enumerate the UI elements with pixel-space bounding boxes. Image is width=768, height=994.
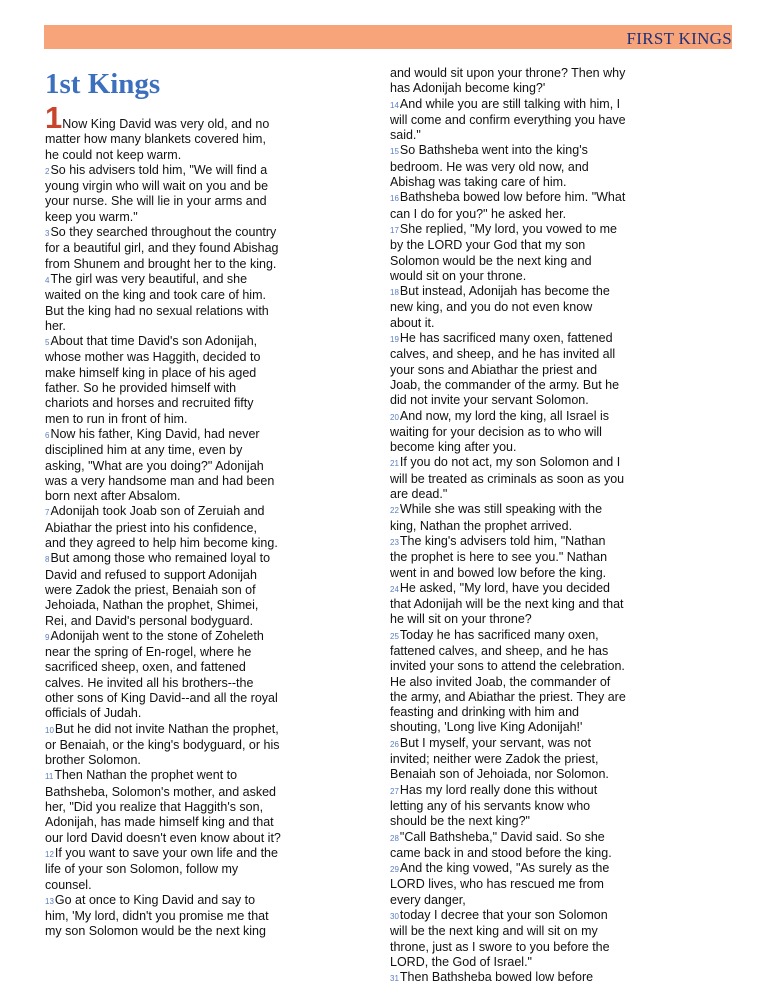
verse-text: About that time David's son Adonijah, whose mother was Haggith, decided to make himself king in place of his aged father. So he provided himself with chariots and horses and recruited fifty men to run in front of him. <box>45 334 261 426</box>
verse-text: He asked, "My lord, have you decided that Adonijah will be the next king and that he will sit on your throne? <box>390 580 624 627</box>
verse-text: So they searched throughout the country for a beautiful girl, and they found Abishag from Shunem and brought her to the king. <box>45 225 279 271</box>
verse <box>390 284 626 331</box>
verse-number: 8 <box>45 555 50 565</box>
verse-text: The king's advisers told him, "Nathan the prophet is here to see you." Nathan went in and bowed low before the king. <box>390 533 608 580</box>
verse <box>45 225 281 272</box>
chapter-opening <box>45 100 281 163</box>
verse-number: 24 <box>390 584 399 594</box>
verse <box>45 722 281 769</box>
verse <box>390 409 626 456</box>
verse <box>390 143 626 190</box>
verse-number: 10 <box>45 725 54 735</box>
verse-text: today I decree that your son Solomon will be the next king and will sit on my throne, just as I swore to you before the LORD, the God of Israel." <box>390 908 610 969</box>
verse <box>390 970 626 986</box>
verse-number: 3 <box>45 229 50 239</box>
verse-number: 9 <box>45 632 50 642</box>
verse <box>45 427 281 504</box>
verse-text: Then Nathan the prophet went to Bathsheba, Solomon's mother, and asked her, "Did you realize that Haggith's son, Adonijah, has made himself king and that our lord David doesn't even know about it? <box>45 768 281 845</box>
verse-text: But among those who remained loyal to David and refused to support Adonijah were Zadok the priest, Benaiah son of Jehoiada, Nathan the prophet, Shimei, Rei, and David's personal bodyguard. <box>45 551 271 628</box>
verse <box>45 629 281 722</box>
verse-text: She replied, "My lord, you vowed to me by the LORD your God that my son Solomon would be the next king and would sit on your throne. <box>390 221 617 283</box>
verse-text: But I myself, your servant, was not invited; neither were Zadok the priest, Benaiah son of Jehoiada, nor Solomon. <box>390 735 609 782</box>
verse-text: But he did not invite Nathan the prophet, or Benaiah, or the king's bodyguard, or his brother Solomon. <box>45 721 280 768</box>
verse-text: If you do not act, my son Solomon and I will be treated as criminals as soon as you are dead." <box>390 455 625 502</box>
verse-number: 2 <box>45 166 50 176</box>
verse <box>390 861 626 908</box>
verse-number: 19 <box>390 335 399 345</box>
verse <box>390 534 626 581</box>
verse-number: 15 <box>390 147 399 157</box>
verse <box>390 908 626 970</box>
verse <box>390 736 626 783</box>
verse <box>390 331 626 408</box>
verse <box>45 163 281 225</box>
continuation-text: and would sit upon your throne? Then why has Adonijah become king?' <box>390 66 626 96</box>
verse-text: Then Bathsheba bowed low before <box>399 970 594 985</box>
verse <box>390 628 626 736</box>
verse-text: Now his father, King David, had never disciplined him at any time, even by asking, "What are you doing?" Adonijah was a very handsome man and had been born next after Absalom. <box>45 426 275 504</box>
verse-number: 18 <box>390 288 399 298</box>
verse <box>390 581 626 628</box>
verse-number: 26 <box>390 739 399 749</box>
verse-text: So Bathsheba went into the king's bedroom. He was very old now, and Abishag was taking care of him. <box>390 143 589 190</box>
verse <box>45 893 281 940</box>
verse-text: Bathsheba bowed low before him. "What can I do for you?" he asked her. <box>390 190 626 221</box>
verse-text: But instead, Adonijah has become the new king, and you do not even know about it. <box>390 284 610 330</box>
verse-text: So his advisers told him, "We will find a young virgin who will wait on you and be your nurse. She will lie in your arms and keep you warm." <box>45 162 269 224</box>
verse <box>390 97 626 144</box>
verse-number: 22 <box>390 506 399 516</box>
verse-text: And now, my lord the king, all Israel is waiting for your decision as to who will become king after you. <box>390 408 610 455</box>
verse-number: 25 <box>390 631 399 641</box>
verse <box>45 504 281 551</box>
verse-number: 20 <box>390 412 399 422</box>
verse-number: 13 <box>45 896 54 906</box>
verse <box>390 190 626 222</box>
verse <box>45 334 281 427</box>
chapter-number: 1 <box>45 100 63 135</box>
verse-number: 28 <box>390 833 399 843</box>
verse-text: If you want to save your own life and the life of your son Solomon, follow my counsel. <box>45 845 278 892</box>
verse <box>390 455 626 502</box>
verse-text: And the king vowed, "As surely as the LORD lives, who has rescued me from every danger, <box>390 861 610 907</box>
verse-number: 11 <box>45 772 54 782</box>
verse-number: 31 <box>390 974 399 984</box>
book-title: 1st Kings <box>45 68 161 100</box>
verse-number: 17 <box>390 225 399 235</box>
verse-text: And while you are still talking with him, I will come and confirm everything you have said." <box>390 96 626 143</box>
verse-text: While she was still speaking with the king, Nathan the prophet arrived. <box>390 502 603 533</box>
verse-number: 7 <box>45 508 50 518</box>
running-head: FIRST KINGS <box>626 29 732 48</box>
verse-text: The girl was very beautiful, and she waited on the king and took care of him. But the king had no sexual relations with her. <box>45 271 269 333</box>
verse <box>390 502 626 534</box>
verse-text: Adonijah took Joab son of Zeruiah and Abiathar the priest into his confidence, and they agreed to help him become king. <box>45 504 278 551</box>
verse-number: 27 <box>390 786 399 796</box>
verse-number: 29 <box>390 865 399 875</box>
verse-number: 21 <box>390 459 399 469</box>
verse <box>45 272 281 334</box>
left-verse-list <box>45 163 281 940</box>
verse-text: "Call Bathsheba," David said. So she came back in and stood before the king. <box>390 829 612 860</box>
verse-number: 5 <box>45 338 50 348</box>
verse-1-text: Now King David was very old, and no matter how many blankets covered him, he could not keep warm. <box>45 117 270 162</box>
right-verse-list <box>390 97 626 987</box>
verse <box>390 830 626 862</box>
verse <box>45 551 281 628</box>
verse-text: Today he has sacrificed many oxen, fattened calves, and sheep, and he has invited your sons to attend the celebration. He also invited Joab, the commander of the army, and Abiathar the priest. They are feasting and drinking with him and shouting, 'Long live King Adonijah!' <box>390 627 626 735</box>
verse-number: 30 <box>390 912 399 922</box>
verse <box>45 768 281 845</box>
verse-number: 6 <box>45 430 50 440</box>
right-column <box>390 66 626 987</box>
verse <box>390 222 626 284</box>
verse-number: 16 <box>390 194 399 204</box>
verse-text: Go at once to King David and say to him, 'My lord, didn't you promise me that my son Solomon would be the next king <box>45 892 269 939</box>
verse-text: He has sacrificed many oxen, fattened calves, and sheep, and he has invited all your sons and Abiathar the priest and Joab, the commander of the army. But he did not invite your servant Solomon. <box>390 331 620 408</box>
verse-number: 12 <box>45 849 54 859</box>
verse-number: 14 <box>390 100 399 110</box>
left-column <box>45 66 281 940</box>
verse-number: 23 <box>390 537 399 547</box>
verse <box>45 846 281 893</box>
verse <box>390 783 626 830</box>
verse-number: 4 <box>45 275 50 285</box>
verse-text: Adonijah went to the stone of Zoheleth near the spring of En-rogel, where he sacrificed sheep, oxen, and fattened calves. He invited all his brothers--the other sons of King David--and all the royal officials of Judah. <box>45 628 278 721</box>
verse-text: Has my lord really done this without letting any of his servants know who should be the next king?" <box>390 782 598 829</box>
